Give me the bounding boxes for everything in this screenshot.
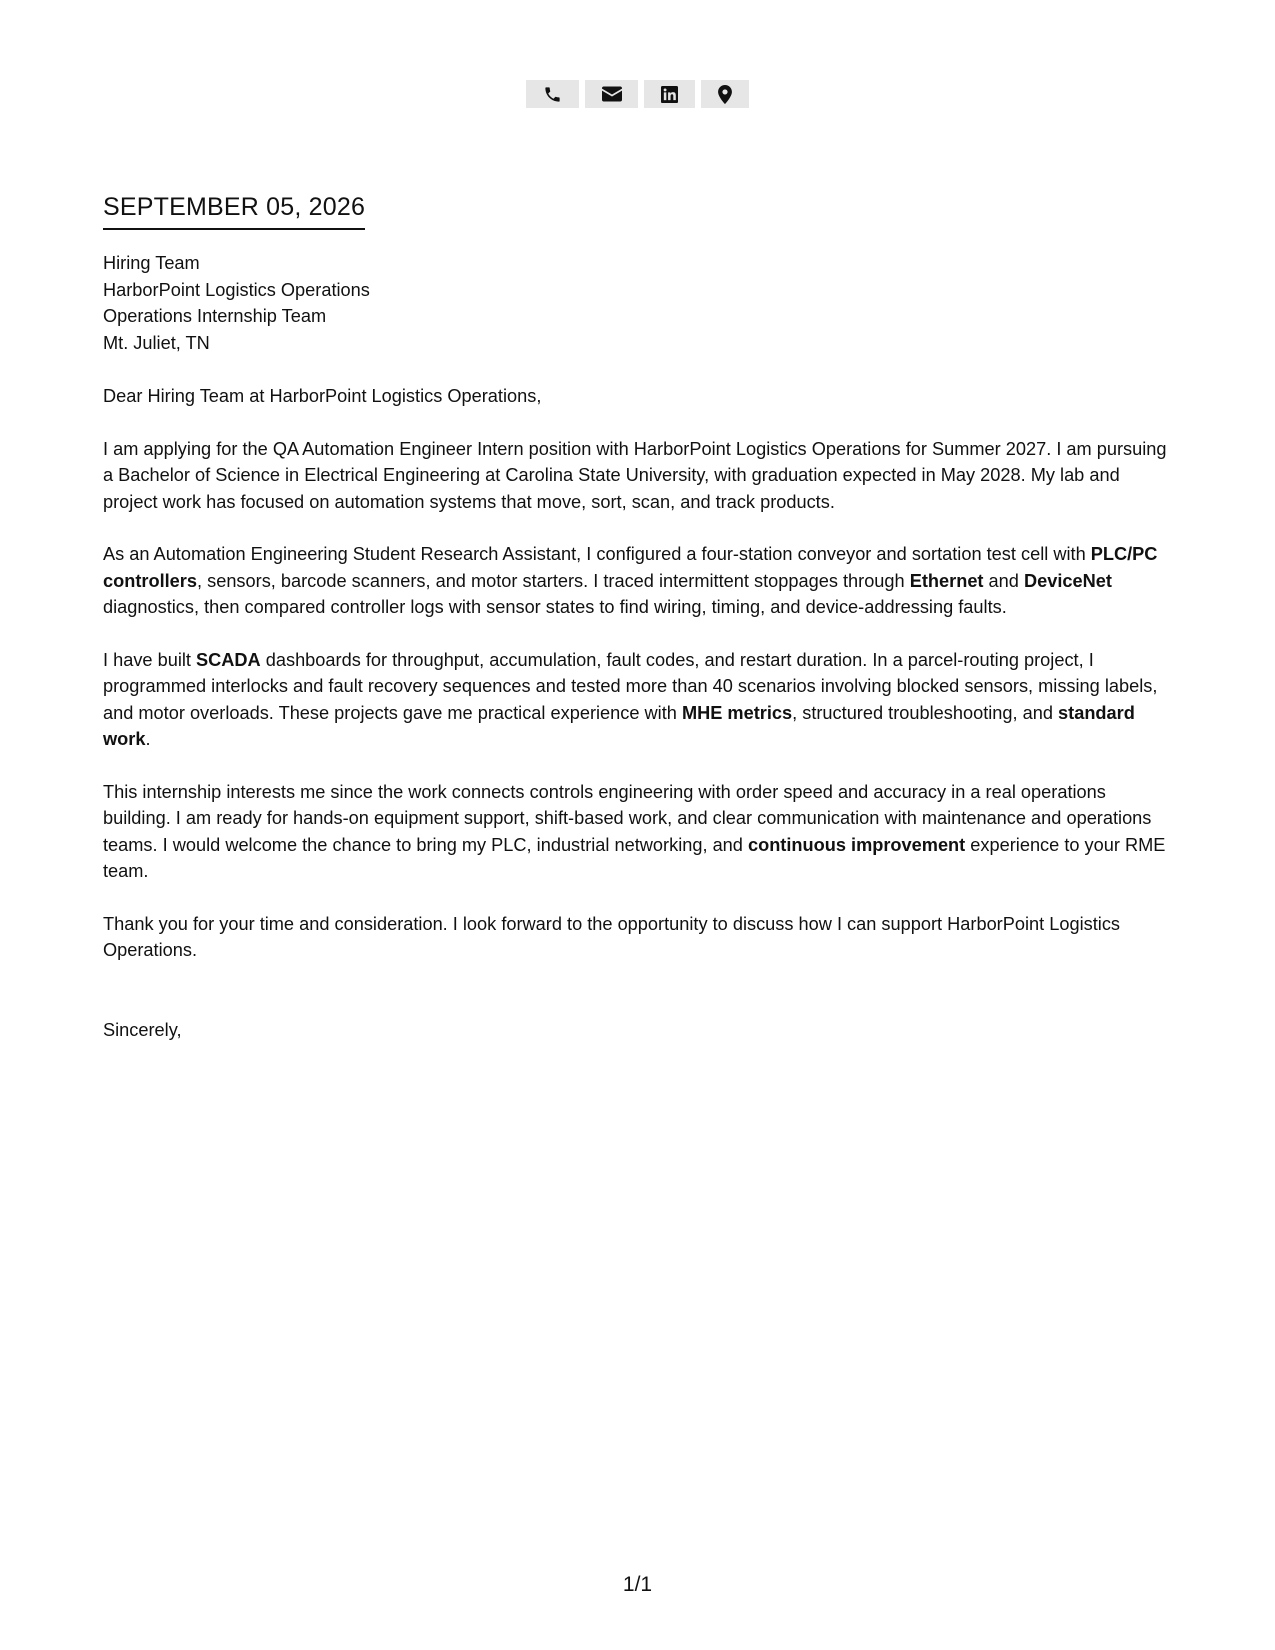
linkedin-icon	[661, 86, 678, 103]
recipient-line: HarborPoint Logistics Operations	[103, 279, 370, 300]
body-paragraph-intro	[103, 436, 1178, 516]
phone-contact-button[interactable]	[526, 80, 579, 108]
paragraph-text: As an Automation Engineering Student Research Assistant, I configured a four-station conveyor and sortation test cell with	[103, 544, 1091, 564]
location-pin-icon	[718, 85, 732, 104]
paragraph-text: dashboards for throughput, accumulation, fault codes, and restart duration. In a parcel-routing project, I programmed interlocks and fault recovery sequences and tested more than 40 scenarios involving blocked sensors, missing labels, and motor overloads. These projects gave me practical experience with	[103, 649, 1158, 723]
cover-letter	[103, 192, 1178, 1043]
page-number: 1/1	[622, 1573, 653, 1596]
bold-keyword: DeviceNet	[1023, 570, 1112, 591]
bold-keyword: SCADA	[196, 649, 261, 670]
recipient-line: Mt. Juliet, TN	[103, 332, 210, 353]
recipient-line: Operations Internship Team	[103, 306, 327, 326]
email-icon	[602, 86, 622, 102]
paragraph-text: .	[145, 729, 151, 749]
linkedin-contact-button[interactable]	[644, 80, 695, 108]
body-paragraph-closing	[103, 911, 1178, 964]
letter-date: SEPTEMBER 05, 2026	[103, 192, 365, 230]
paragraph-text: , structured troubleshooting, and	[792, 702, 1059, 723]
recipient-line: Hiring Team	[103, 253, 200, 273]
paragraph-text: diagnostics, then compared controller logs with sensor states to find wiring, timing, and device-addressing faults.	[103, 597, 1007, 617]
paragraph-text: I have built	[103, 649, 197, 670]
location-contact-button[interactable]	[701, 80, 749, 108]
bold-keyword: MHE metrics	[681, 702, 793, 723]
bold-keyword: Ethernet	[909, 570, 984, 591]
body-paragraph-motivation	[103, 779, 1178, 885]
contact-icon-bar	[0, 80, 1275, 108]
paragraph-text: and	[983, 570, 1024, 591]
paragraph-text: Thank you for your time and consideration. I look forward to the opportunity to discuss how I can support HarborPoint Logistics Operations.	[103, 913, 1121, 960]
bold-keyword: standard work	[103, 702, 1135, 749]
paragraph-text: experience to your RME team.	[103, 834, 1166, 881]
body-paragraph-experience	[103, 541, 1178, 621]
paragraph-text: This internship interests me since the work connects controls engineering with order speed and accuracy in a real operations building. I am ready for hands-on equipment support, shift-based work, and clear communication with maintenance and operations teams. I would welcome the chance to bring my PLC, industrial networking, and	[103, 781, 1152, 855]
salutation: Dear Hiring Team at HarborPoint Logistics Operations,	[103, 386, 542, 406]
bold-keyword: PLC/PC controllers	[103, 544, 1158, 591]
paragraph-text: I am applying for the QA Automation Engineer Intern position with HarborPoint Logistics Operations for Summer 2027. I am pursuing a Bachelor of Science in Electrical Engineering at Carolina State University, with graduation expected in May 2028. My lab and project work has focused on automation systems that move, sort, scan, and track products.	[103, 438, 1167, 512]
body-paragraph-projects	[103, 647, 1178, 753]
email-contact-button[interactable]	[585, 80, 638, 108]
paragraph-text: , sensors, barcode scanners, and motor starters. I traced intermittent stoppages through	[197, 570, 910, 591]
phone-icon	[543, 85, 562, 104]
recipient-address	[103, 250, 1178, 356]
bold-keyword: continuous improvement	[747, 834, 966, 855]
signoff: Sincerely,	[103, 1019, 182, 1040]
